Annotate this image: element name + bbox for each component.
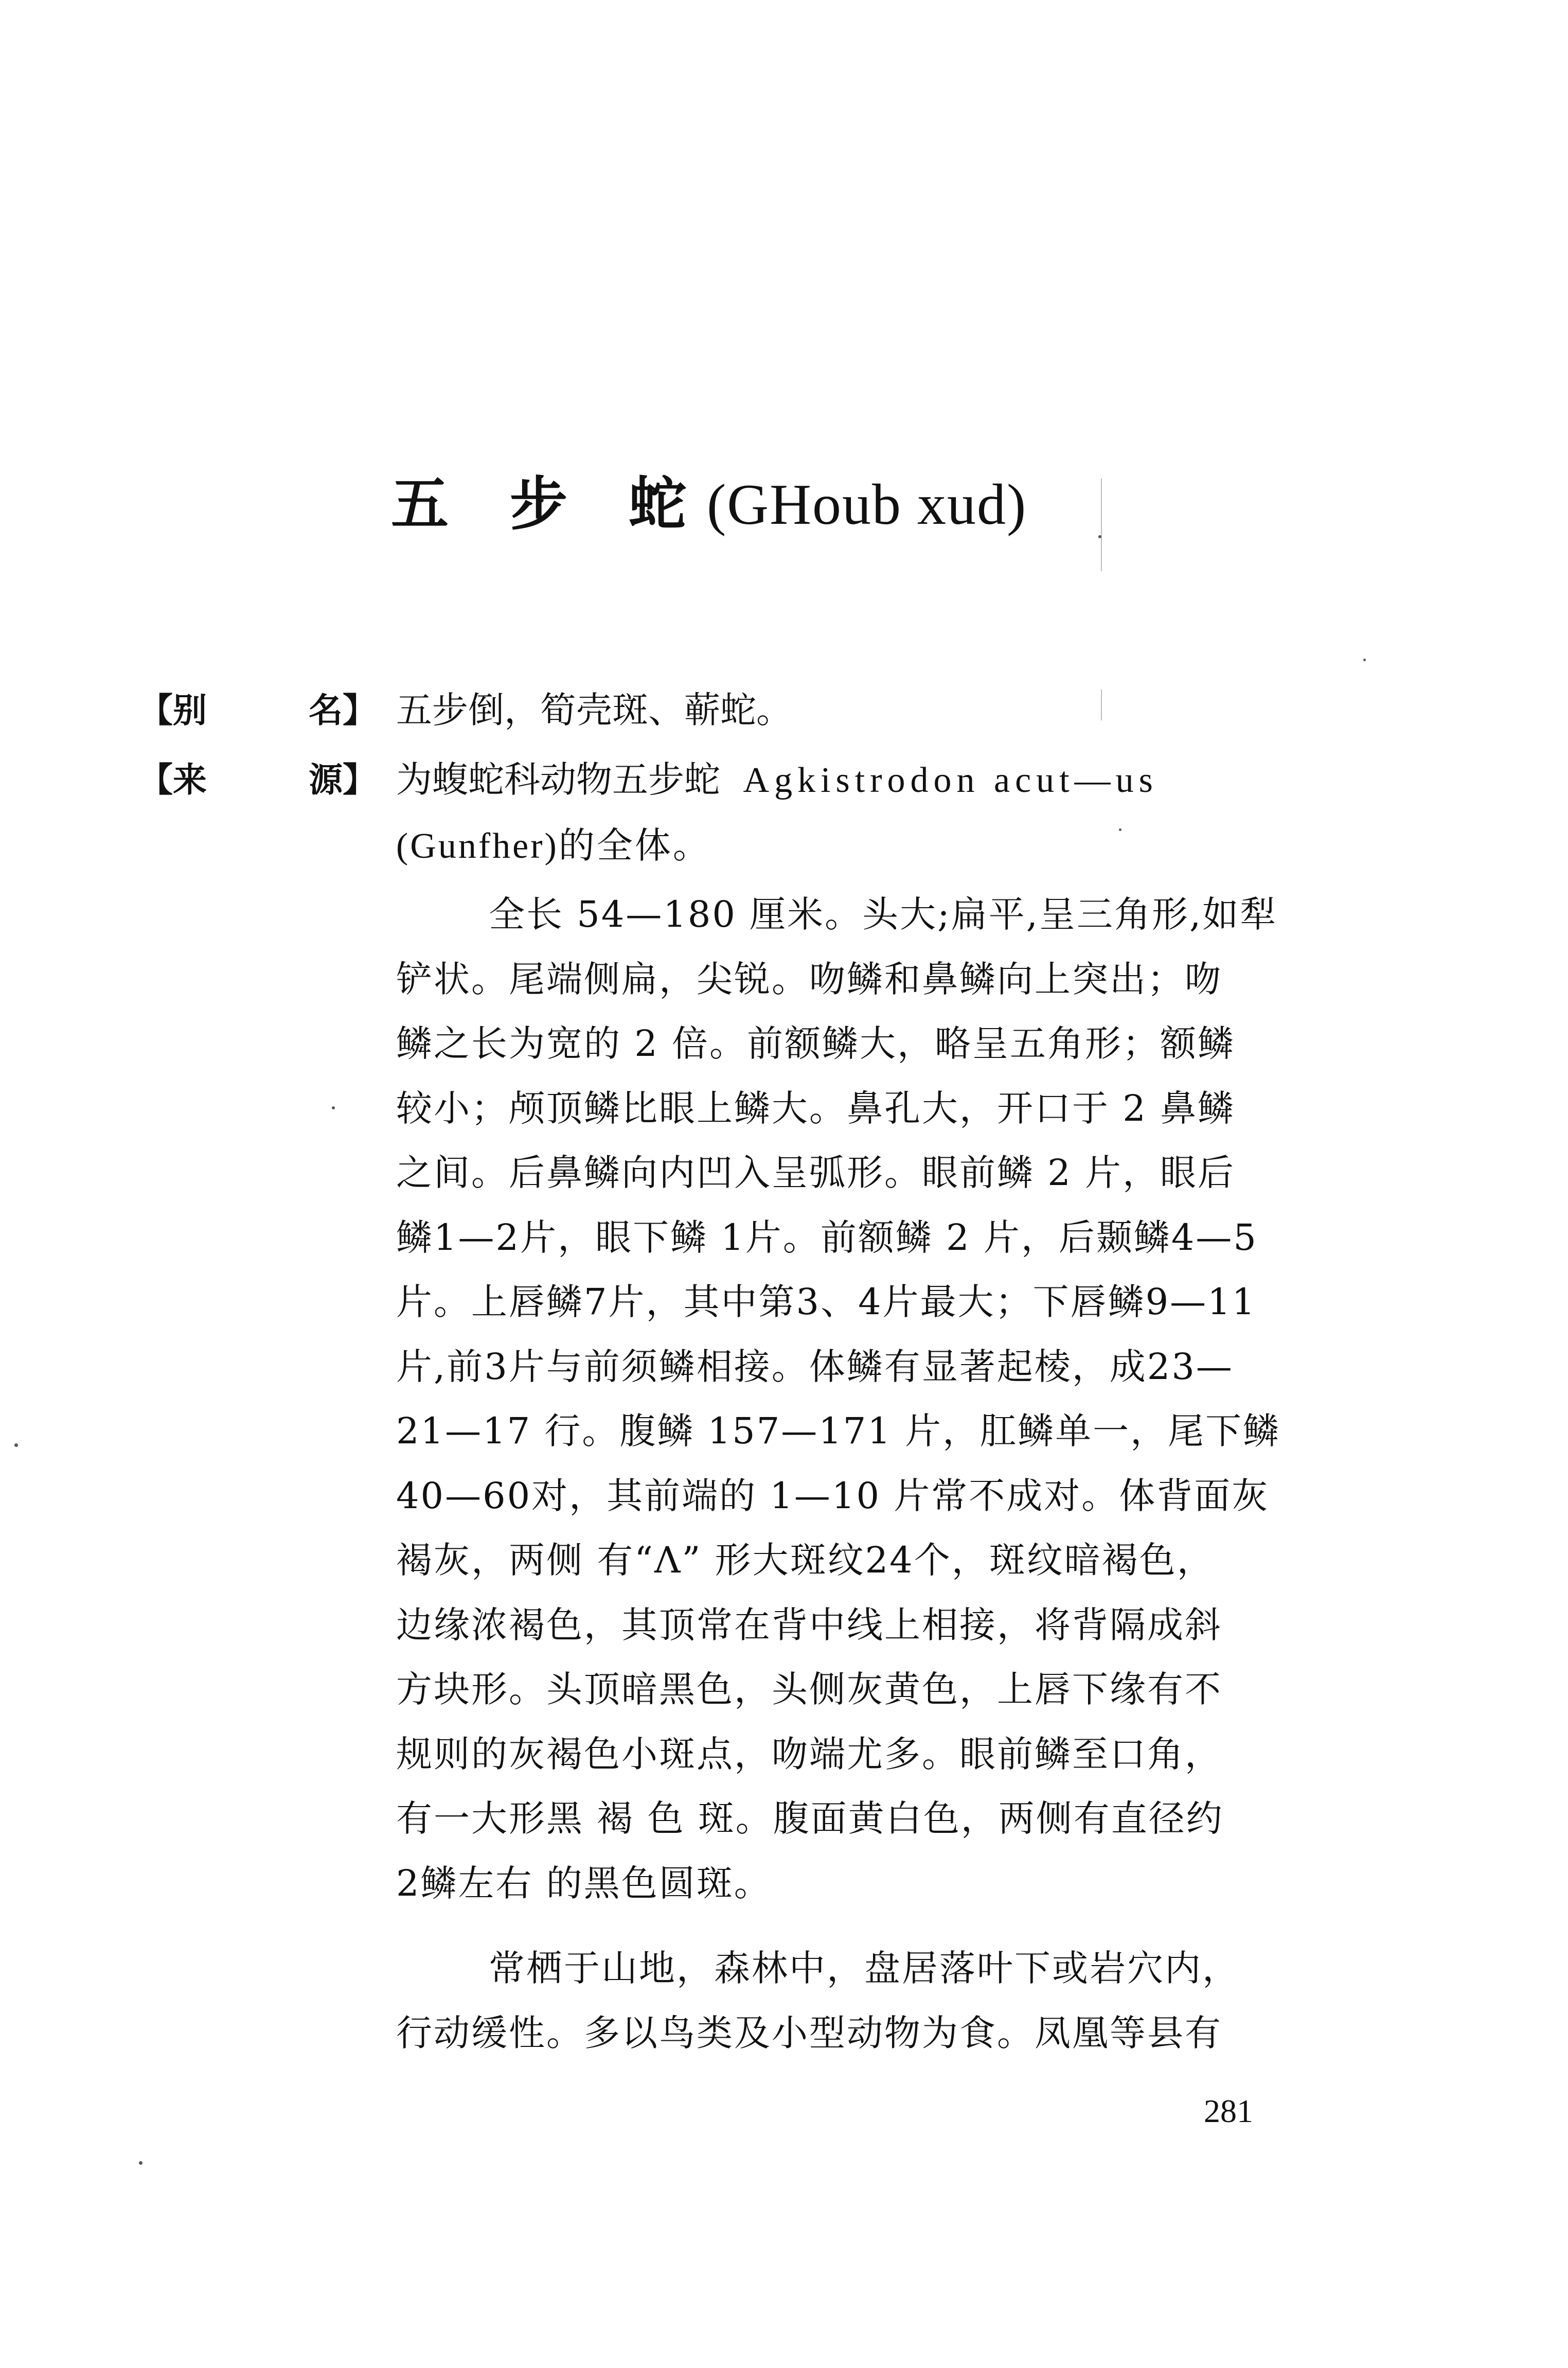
text-line: 褐灰，两侧 有“Λ” 形大斑纹24个，斑纹暗褐色， [396,1539,1215,1581]
scan-artifact-line [1101,479,1102,571]
text-line: 较小；颅顶鳞比眼上鳞大。鼻孔大，开口于 2 鼻鳞 [396,1087,1236,1129]
text-line: 40—60对，其前端的 1—10 片常不成对。体背面灰 [396,1474,1270,1517]
field-value-source [396,749,1158,811]
title-pinyin: (GHoub xud) [706,473,1027,537]
field-label-alias [139,679,377,741]
field-label-source [139,749,377,810]
description-body [396,882,1363,2065]
text-line: 之间。后鼻鳞向内凹入呈弧形。眼前鳞 2 片，眼后 [396,1152,1236,1194]
text-line: 21—17 行。腹鳞 157—171 片，肛鳞单一，尾下鳞 [396,1410,1281,1452]
text-line: 片,前3片与前须鳞相接。体鳞有显著起棱，成23— [396,1345,1234,1388]
text-line: 片。上唇鳞7片，其中第3、4片最大；下唇鳞9—11 [396,1281,1257,1323]
text-line: 行动缓性。多以鸟类及小型动物为食。凤凰等县有 [396,2011,1222,2054]
source-label-right: 源】 [309,759,377,800]
scan-speck [1098,535,1101,538]
text-line: 边缘浓褐色，其顶常在背中线上相接，将背隔成斜 [396,1603,1222,1646]
entry-title [391,466,1027,543]
scan-speck [1363,659,1366,661]
text-line: 常栖于山地，森林中，盘居落叶下或岩穴内， [489,1947,1240,1989]
scan-speck [332,1106,335,1109]
text-line: 铲状。尾端侧扁，尖锐。吻鳞和鼻鳞向上突出；吻 [396,958,1222,1000]
title-chinese-name: 五 步 蛇 [391,470,707,538]
scan-speck [14,1443,18,1447]
source-latin-name: Agkistrodon acut—us [743,761,1158,800]
scan-artifact-line [1101,690,1102,720]
text-line: 全长 54—180 厘米。头大;扁平,呈三角形,如犁 [489,893,1278,935]
scan-speck [1119,828,1121,831]
source-continued: (Gunfher)的全体。 [396,826,711,866]
text-line: 规则的灰褐色小斑点，吻端尤多。眼前鳞至口角， [396,1733,1222,1775]
alias-label-right: 名】 [309,690,377,730]
source-label-left: 【来 [139,759,207,800]
text-line: 方块形。头顶暗黑色，头侧灰黄色，上唇下缘有不 [396,1668,1222,1710]
text-line: 鳞之长为宽的 2 倍。前额鳞大，略呈五角形；额鳞 [396,1022,1236,1065]
text-line: 有一大形黑 褐 色 斑。腹面黄白色，两侧有直径约 [396,1797,1224,1840]
text-line: 鳞1—2片，眼下鳞 1片。前额鳞 2 片，后颞鳞4—5 [396,1216,1258,1259]
source-chinese: 为蝮蛇科动物五步蛇 [396,758,720,801]
alias-label-left: 【别 [139,690,207,730]
field-value-alias: 五步倒，筍壳斑、蕲蛇。 [396,689,792,731]
scan-speck [139,2161,142,2165]
text-line: 2鳞左右 的黑色圆斑。 [396,1862,772,1904]
page-number: 281 [1204,2093,1253,2129]
paragraph-gap [396,1916,1363,1936]
